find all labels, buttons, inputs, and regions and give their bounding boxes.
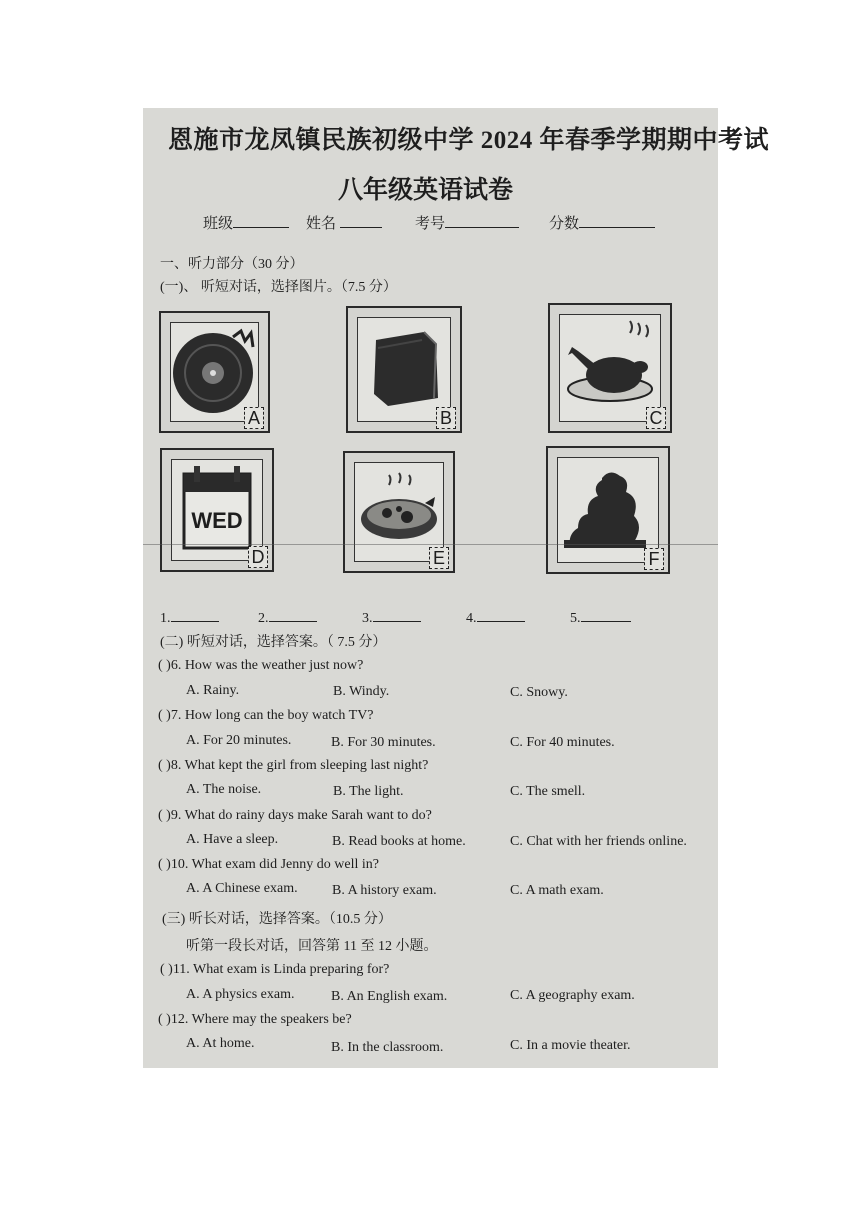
question-12: ( )12. Where may the speakers be? [158,1012,352,1027]
roast-chicken-icon [560,315,658,419]
picture-a-letter: A [244,407,264,429]
name-blank[interactable] [340,213,382,228]
q8-option-b[interactable]: B. The light. [333,784,404,799]
q11-option-b[interactable]: B. An English exam. [331,989,448,1004]
scan-artifact-line [143,544,718,545]
part3-note: 听第一段长对话，回答第 11 至 12 小题。 [186,939,438,954]
name-field [306,212,382,233]
q9-option-b[interactable]: B. Read books at home. [332,834,466,849]
q6-option-c[interactable]: C. Snowy. [510,685,568,700]
exam-subtitle: 八年级英语试卷 [338,177,514,204]
picture-b-letter: B [436,407,456,429]
q10-option-c[interactable]: C. A math exam. [510,883,604,898]
picture-f [546,446,670,574]
q6-option-b[interactable]: B. Windy. [333,684,390,699]
q10-option-a[interactable]: A. A Chinese exam. [186,881,298,896]
q9-option-c[interactable]: C. Chat with her friends online. [510,834,687,849]
picture-e-letter: E [429,547,449,569]
picture-c-letter: C [646,407,666,429]
score-label: 分数 [549,216,580,232]
q10-option-b[interactable]: B. A history exam. [332,883,437,898]
q7-option-a[interactable]: A. For 20 minutes. [186,733,292,748]
picture-d-letter: D [248,546,268,568]
question-7: ( )7. How long can the boy watch TV? [158,708,374,723]
section-listening-title: 一、听力部分（30 分） [160,257,304,272]
question-10: ( )10. What exam did Jenny do well in? [158,857,379,872]
picture-d [160,448,274,572]
answer-blank-3[interactable]: 3. [362,607,421,627]
calendar-day-label: WED [191,508,243,533]
picture-a [159,311,270,433]
exam-number-field [415,212,519,233]
q8-option-a[interactable]: A. The noise. [186,782,262,797]
q7-option-c[interactable]: C. For 40 minutes. [510,735,615,750]
answer-blank-5[interactable]: 5. [570,607,631,627]
q9-option-a[interactable]: A. Have a sleep. [186,832,279,847]
picture-b [346,306,462,433]
question-8: ( )8. What kept the girl from sleeping last night? [158,758,429,773]
q11-option-a[interactable]: A. A physics exam. [186,987,295,1002]
q6-option-a[interactable]: A. Rainy. [186,683,240,698]
score-field [549,212,655,233]
exam-number-blank[interactable] [445,213,519,228]
record-disc-icon [171,323,257,419]
q11-option-c[interactable]: C. A geography exam. [510,988,635,1003]
picture-f-letter: F [644,548,664,570]
q8-option-c[interactable]: C. The smell. [510,784,586,799]
name-label: 姓名 [306,216,337,232]
q7-option-b[interactable]: B. For 30 minutes. [331,735,436,750]
answer-blank-2[interactable]: 2. [258,607,317,627]
question-11: ( )11. What exam is Linda preparing for? [160,962,390,977]
q12-option-b[interactable]: B. In the classroom. [331,1040,444,1055]
answer-blank-4[interactable]: 4. [466,607,525,627]
part2-title: (二) 听短对话，选择答案。（ 7.5 分） [160,635,387,650]
class-label: 班级 [203,216,234,232]
answer-blank-1[interactable]: 1. [160,607,219,627]
book-icon [358,318,450,418]
class-blank[interactable] [233,213,289,228]
picture-e [343,451,455,573]
exam-title: 恩施市龙凤镇民族初级中学 2024 年春季学期期中考试 [168,127,770,154]
picture-c [548,303,672,433]
class-field [203,212,289,233]
part1-title: (一)、 听短对话，选择图片。（7.5 分） [160,280,397,295]
part3-title: (三) 听长对话，选择答案。（10.5 分） [162,912,392,927]
q12-option-a[interactable]: A. At home. [186,1036,255,1051]
question-9: ( )9. What do rainy days make Sarah want to do? [158,808,432,823]
question-6: ( )6. How was the weather just now? [158,658,364,673]
score-blank[interactable] [579,213,655,228]
exam-number-label: 考号 [415,216,446,232]
q12-option-c[interactable]: C. In a movie theater. [510,1038,631,1053]
